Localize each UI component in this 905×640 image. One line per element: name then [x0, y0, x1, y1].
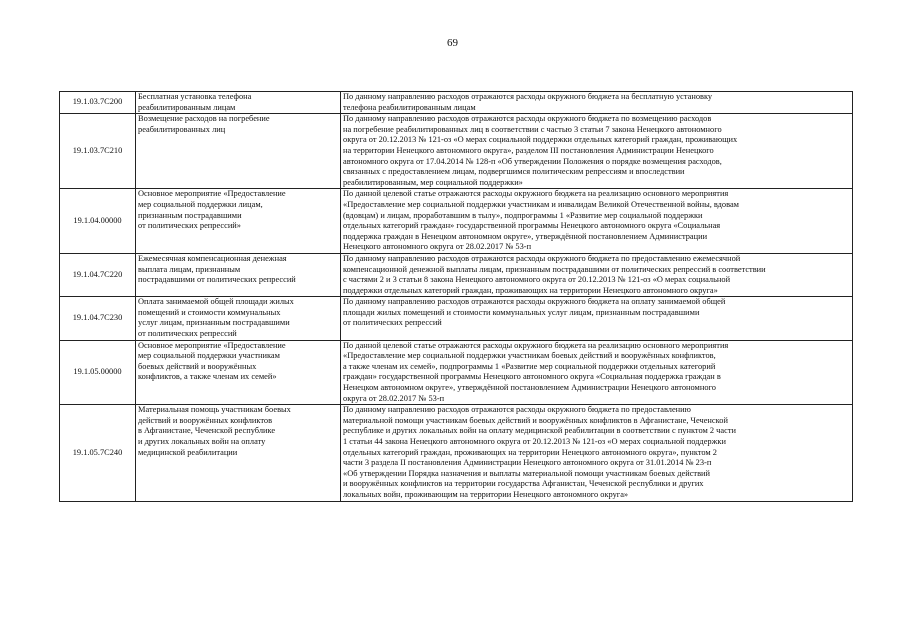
code-cell: 19.1.04.00000	[60, 189, 136, 254]
name-cell	[136, 114, 341, 189]
description-cell	[341, 189, 853, 254]
name-cell	[136, 189, 341, 254]
name-line: выплата лицам, признанным	[138, 264, 241, 274]
name-line: реабилитированных лиц	[138, 124, 226, 134]
description-line: отдельных категорий граждан, проживающих на территории Ненецкого автономного округа», пунктом 2	[343, 447, 717, 457]
description-line: округа от 20.12.2013 № 121-оз «О мерах социальной поддержки отдельных категорий граждан, проживающих	[343, 135, 738, 145]
name-line: Основное мероприятие «Предоставление	[138, 189, 286, 199]
name-line: от политических репрессий	[138, 329, 237, 339]
name-line: мер социальной поддержки участникам	[138, 351, 280, 361]
description-line: По данному направлению расходов отражаются расходы окружного бюджета на бесплатную установку	[343, 92, 713, 101]
description-line: поддержка граждан в Ненецком автономном округе», утверждённой постановлением Администрации	[343, 231, 708, 241]
name-line: Оплата занимаемой общей площади жилых	[138, 297, 294, 307]
description-line: компенсационной денежной выплаты лицам, признанным пострадавшими от политических репрессий в соответствии	[343, 264, 766, 274]
name-line: медицинской реабилитации	[138, 447, 238, 457]
description-line: По данной целевой статье отражаются расходы окружного бюджета на реализацию основного мероприятия	[343, 189, 729, 199]
table-row	[60, 405, 853, 501]
code-cell: 19.1.03.7С200	[60, 92, 136, 114]
name-line: Основное мероприятие «Предоставление	[138, 340, 286, 350]
description-line: части 3 раздела II постановления Администрации Ненецкого автономного округа от 31.01.2014 № 23-п	[343, 458, 712, 468]
name-cell	[136, 405, 341, 501]
name-line: признанным пострадавшими	[138, 210, 242, 220]
description-line: По данной целевой статье отражаются расходы окружного бюджета на реализацию основного мероприятия	[343, 340, 729, 350]
budget-classification-table	[59, 91, 853, 502]
description-line: материальной помощи участникам боевых действий и вооружённых конфликтов в Афганистане, Чеченской	[343, 415, 728, 425]
name-cell	[136, 92, 341, 114]
name-line: Ежемесячная компенсационная денежная	[138, 253, 287, 263]
name-line: от политических репрессий»	[138, 221, 241, 231]
name-cell	[136, 253, 341, 296]
description-line: граждан» государственной программы Ненецкого автономного округа «Социальная поддержка граждан в	[343, 372, 721, 382]
code-cell: 19.1.05.7С240	[60, 405, 136, 501]
description-line: телефона реабилитированным лицам	[343, 102, 476, 112]
description-line: По данному направлению расходов отражаются расходы окружного бюджета по предоставлению	[343, 405, 691, 415]
description-line: «Предоставление мер социальной поддержки участникам и инвалидам Великой Отечественной войны, вдовам	[343, 199, 739, 209]
name-cell	[136, 297, 341, 340]
description-line: По данному направлению расходов отражаются расходы окружного бюджета по предоставлению ежемесячной	[343, 253, 741, 263]
code-cell: 19.1.04.7С220	[60, 253, 136, 296]
description-cell	[341, 253, 853, 296]
description-line: автономного округа от 17.04.2014 № 128-п «Об утверждении Положения о порядке возмещения расходов,	[343, 156, 722, 166]
description-line: 1 статьи 44 закона Ненецкого автономного округа от 20.12.2013 № 121-оз «О мерах социальной поддержки	[343, 437, 726, 446]
description-line: от политических репрессий	[343, 318, 442, 328]
table-row	[60, 189, 853, 254]
description-cell	[341, 340, 853, 405]
name-line: Бесплатная установка телефона	[138, 92, 252, 101]
code-cell: 19.1.04.7С230	[60, 297, 136, 340]
code-cell: 19.1.05.00000	[60, 340, 136, 405]
description-line: реабилитированным, мер социальной поддержки»	[343, 177, 523, 187]
name-line: действий и вооружённых конфликтов	[138, 415, 273, 425]
description-line: округа от 28.02.2017 № 53-п	[343, 393, 445, 403]
name-line: Возмещение расходов на погребение	[138, 114, 270, 124]
name-line: в Афганистане, Чеченской республике	[138, 426, 276, 436]
name-line: мер социальной поддержки лицам,	[138, 199, 263, 209]
table-row	[60, 114, 853, 189]
description-line: отдельных категорий граждан» государственной программы Ненецкого автономного округа «Социальная	[343, 221, 721, 231]
name-line: и других локальных войн на оплату	[138, 437, 266, 446]
description-cell	[341, 405, 853, 501]
description-line: «Об утверждении Порядка назначения и выплаты материальной помощи участникам боевых действий	[343, 468, 710, 478]
name-line: боевых действий и вооружённых	[138, 361, 257, 371]
name-line: пострадавшими от политических репрессий	[138, 275, 296, 285]
description-line: площади жилых помещений и стоимости коммунальных услуг лицам, признанным пострадавшими	[343, 307, 700, 317]
name-line: реабилитированным лицам	[138, 102, 236, 112]
table-row	[60, 92, 853, 114]
table-body	[60, 92, 853, 502]
description-line: и вооружённых конфликтов на территории государства Афганистан, Чеченской республики и других	[343, 479, 704, 489]
table-row	[60, 297, 853, 340]
name-cell	[136, 340, 341, 405]
description-line: связанных с предоставлением лицам, подвергшимся политическим репрессиям и впоследствии	[343, 167, 685, 177]
description-line: на погребение реабилитированных лиц в соответствии с частью 3 статьи 7 закона Ненецкого автономного	[343, 124, 722, 134]
description-line: Ненецкого автономного округа от 28.02.2017 № 53-п	[343, 242, 532, 252]
table-row	[60, 340, 853, 405]
description-cell	[341, 92, 853, 114]
description-line: По данному направлению расходов отражаются расходы окружного бюджета по возмещению расходов	[343, 114, 712, 124]
description-line: а также членам их семей», подпрограммы 1 «Развитие мер социальной поддержки отдельных категорий	[343, 361, 716, 371]
page-number: 69	[447, 37, 458, 49]
name-line: конфликтов, а также членам их семей»	[138, 372, 277, 382]
table-row	[60, 253, 853, 296]
name-line: помещений и стоимости коммунальных	[138, 307, 281, 317]
description-line: Ненецком автономном округе», утверждённой постановлением Администрации Ненецкого автономного	[343, 383, 716, 393]
description-line: По данному направлению расходов отражаются расходы окружного бюджета на оплату занимаемой общей	[343, 297, 726, 307]
name-line: услуг лицам, признанным пострадавшими	[138, 318, 290, 328]
description-line: поддержки отдельных категорий граждан, проживающих на территории Ненецкого автономного округа»	[343, 285, 718, 295]
description-cell	[341, 114, 853, 189]
name-line: Материальная помощь участникам боевых	[138, 405, 291, 415]
description-line: с частями 2 и 3 статьи 8 закона Ненецкого автономного округа от 20.12.2013 № 121-оз «О мерах социальной	[343, 275, 731, 285]
description-line: на территории Ненецкого автономного округа», разделом III постановления Администрации Ненецкого	[343, 145, 714, 155]
description-line: республике и других локальных войн на оплату медицинской реабилитации в соответствии с пунктом 2 части	[343, 426, 736, 436]
description-line: локальных войн, проживающим на территории Ненецкого автономного округа»	[343, 489, 629, 499]
description-line: «Предоставление мер социальной поддержки участникам боевых действий и вооружённых конфликтов,	[343, 351, 716, 361]
code-cell: 19.1.03.7С210	[60, 114, 136, 189]
description-cell	[341, 297, 853, 340]
description-line: (вдовцам) и лицам, проработавшим в тылу», подпрограммы 1 «Развитие мер социальной поддержки	[343, 210, 703, 220]
